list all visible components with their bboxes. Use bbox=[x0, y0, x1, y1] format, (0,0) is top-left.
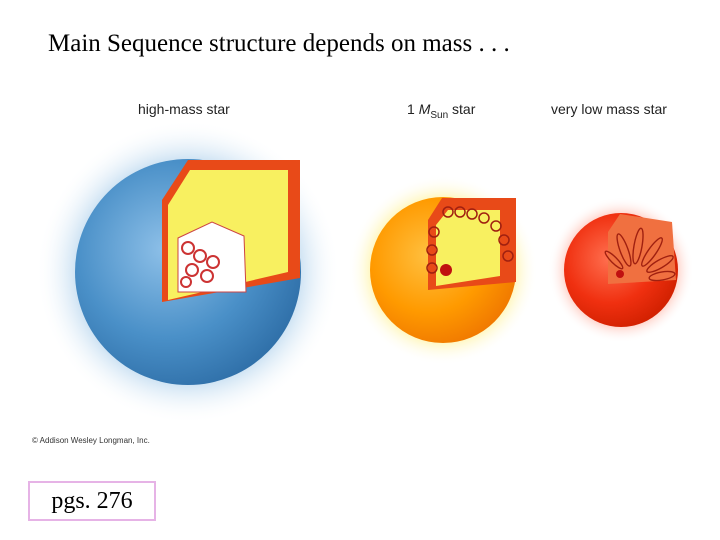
very-low-mass-star bbox=[548, 197, 694, 343]
one-solar-mass-star bbox=[348, 175, 538, 365]
very-low-mass-star-label: very low mass star bbox=[551, 101, 667, 117]
one-solar-mass-star-label: 1 $M_{Sun}$ star bbox=[407, 101, 476, 121]
sun-core bbox=[440, 264, 452, 276]
copyright-credit: © Addison Wesley Longman, Inc. bbox=[32, 436, 150, 445]
low-mass-core bbox=[616, 270, 624, 278]
high-mass-star bbox=[36, 120, 340, 424]
slide-title: Main Sequence structure depends on mass . . . bbox=[48, 30, 510, 57]
high-mass-star-label: high-mass star bbox=[138, 101, 230, 117]
page-reference-box: pgs. 276 bbox=[28, 481, 156, 521]
